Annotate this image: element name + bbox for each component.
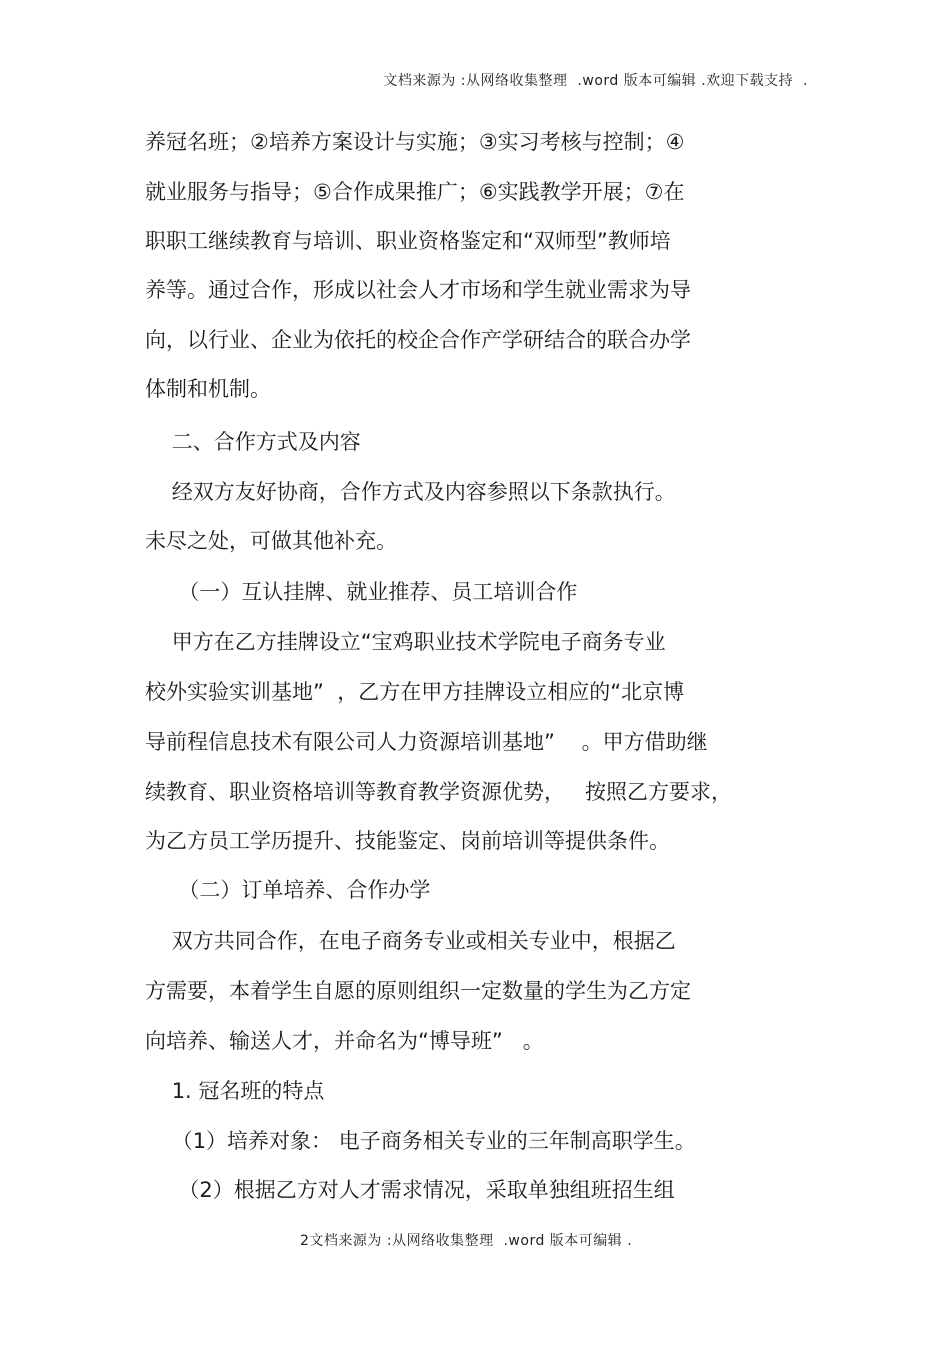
page-footer: 2文档来源为 :从网络收集整理 .word 版本可编辑 . bbox=[300, 1233, 633, 1249]
paragraph-line: 未尽之处，可做其他补充。 bbox=[145, 529, 397, 553]
list-heading: 1. 冠名班的特点 bbox=[145, 1079, 325, 1103]
paragraph-line: 向培养、输送人才，并命名为“博导班” 。 bbox=[145, 1029, 544, 1053]
paragraph-line: 经双方友好协商，合作方式及内容参照以下条款执行。 bbox=[145, 480, 676, 504]
paragraph-line: 双方共同合作，在电子商务专业或相关专业中，根据乙 bbox=[145, 929, 676, 953]
paragraph-line: 校外实验实训基地” ，乙方在甲方挂牌设立相应的“北京博 bbox=[145, 680, 685, 704]
paragraph-line: 养冠名班；②培养方案设计与实施；③实习考核与控制；④ bbox=[145, 130, 685, 154]
subsection-heading: （二）订单培养、合作办学 bbox=[145, 878, 431, 902]
page-header: 文档来源为 :从网络收集整理 .word 版本可编辑 .欢迎下载支持 . bbox=[383, 73, 808, 89]
paragraph-line: 就业服务与指导；⑤合作成果推广；⑥实践教学开展；⑦在 bbox=[145, 180, 685, 204]
paragraph-line: 方需要，本着学生自愿的原则组织一定数量的学生为乙方定 bbox=[145, 979, 691, 1003]
list-item: （2）根据乙方对人才需求情况，采取单独组班招生组 bbox=[145, 1178, 675, 1202]
paragraph-line: 为乙方员工学历提升、技能鉴定、岗前培训等提供条件。 bbox=[145, 829, 670, 853]
section-heading: 二、合作方式及内容 bbox=[145, 430, 361, 454]
paragraph-line: 续教育、职业资格培训等教育教学资源优势， 按照乙方要求， bbox=[145, 780, 733, 804]
subsection-heading: （一）互认挂牌、就业推荐、员工培训合作 bbox=[145, 580, 578, 604]
paragraph-line: 向，以行业、企业为依托的校企合作产学研结合的联合办学 bbox=[145, 328, 691, 352]
paragraph-line: 职职工继续教育与培训、职业资格鉴定和“双师型”教师培 bbox=[145, 229, 671, 253]
paragraph-line: 体制和机制。 bbox=[145, 377, 271, 401]
paragraph-line: 甲方在乙方挂牌设立“宝鸡职业技术学院电子商务专业 bbox=[145, 630, 666, 654]
paragraph-line: 养等。通过合作，形成以社会人才市场和学生就业需求为导 bbox=[145, 278, 691, 302]
list-item: （1）培养对象： 电子商务相关专业的三年制高职学生。 bbox=[145, 1129, 696, 1153]
paragraph-line: 导前程信息技术有限公司人力资源培训基地” 。甲方借助继 bbox=[145, 730, 708, 754]
